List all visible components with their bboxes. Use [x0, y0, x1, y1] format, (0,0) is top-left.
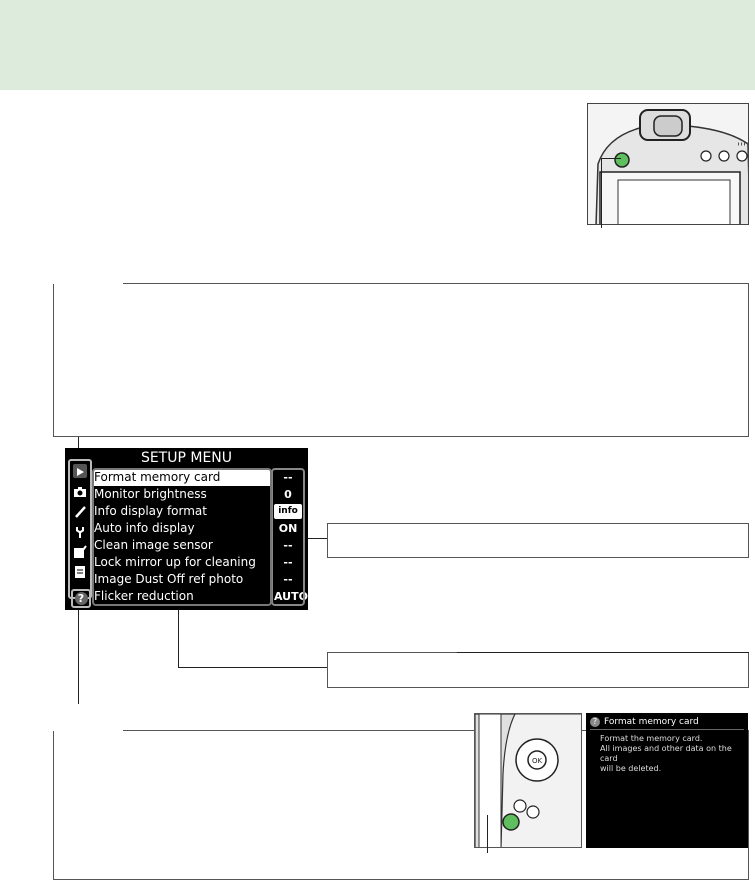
menu-value: --: [283, 539, 293, 552]
menu-value: --: [283, 556, 293, 569]
menu-value: --: [283, 471, 293, 484]
menu-item-info-display-format[interactable]: Info display format: [94, 504, 207, 518]
note-box-items: [327, 652, 749, 688]
camera-back-photo: [587, 103, 749, 225]
menu-item-monitor-brightness[interactable]: Monitor brightness: [94, 487, 207, 501]
help-leader-line: [78, 610, 79, 704]
note-box-items-top-line: [457, 652, 749, 653]
page-header-band: [0, 0, 755, 90]
button-leader-line: [601, 158, 602, 228]
help-screen: [586, 713, 748, 848]
playback-tab-icon[interactable]: [73, 464, 87, 478]
help-icon[interactable]: ?: [71, 589, 91, 608]
menu-item-image-dust-off[interactable]: Image Dust Off ref photo: [94, 572, 244, 586]
help-button-photo: [474, 713, 582, 848]
menu-value: --: [283, 573, 293, 586]
menu-item-clean-image-sensor[interactable]: Clean image sensor: [94, 538, 213, 552]
note-box-values: [327, 523, 749, 558]
help-screen-body: Format the memory card. All images and other data on the card will be deleted.: [600, 734, 732, 773]
pencil-tab-icon[interactable]: [73, 504, 87, 518]
help-screen-title: ? Format memory card: [590, 716, 744, 730]
note-box-top: [53, 283, 749, 437]
menu-value: ON: [278, 522, 298, 535]
menu-item-flicker-reduction[interactable]: Flicker reduction: [94, 589, 194, 603]
items-bracket: [92, 468, 272, 606]
menu-item-lock-mirror-up[interactable]: Lock mirror up for cleaning: [94, 555, 256, 569]
menu-item-auto-info-display[interactable]: Auto info display: [94, 521, 195, 535]
menu-value: 0: [284, 488, 292, 501]
recent-settings-tab-icon[interactable]: [73, 564, 87, 578]
wrench-tab-icon[interactable]: [73, 524, 87, 538]
svg-text:OK: OK: [531, 757, 543, 765]
setup-menu-screen: [65, 448, 308, 610]
camera-tab-icon[interactable]: [73, 484, 87, 498]
menu-title: SETUP MENU: [140, 450, 233, 466]
values-bracket: [271, 468, 308, 606]
menu-tabs[interactable]: [68, 459, 92, 599]
button-leader-line-h: [601, 158, 621, 159]
items-leader-line-h: [178, 667, 328, 668]
menu-item-format-memory-card[interactable]: Format memory card: [94, 469, 270, 486]
menu-value: AUTO: [274, 590, 308, 603]
retouch-tab-icon[interactable]: [73, 544, 87, 558]
items-leader-line-v: [178, 610, 179, 668]
help-button-leader-line: [487, 815, 488, 853]
values-leader-line: [308, 538, 328, 539]
menu-value-info-badge: info: [274, 504, 302, 519]
help-screen-question-icon: ?: [590, 717, 600, 727]
